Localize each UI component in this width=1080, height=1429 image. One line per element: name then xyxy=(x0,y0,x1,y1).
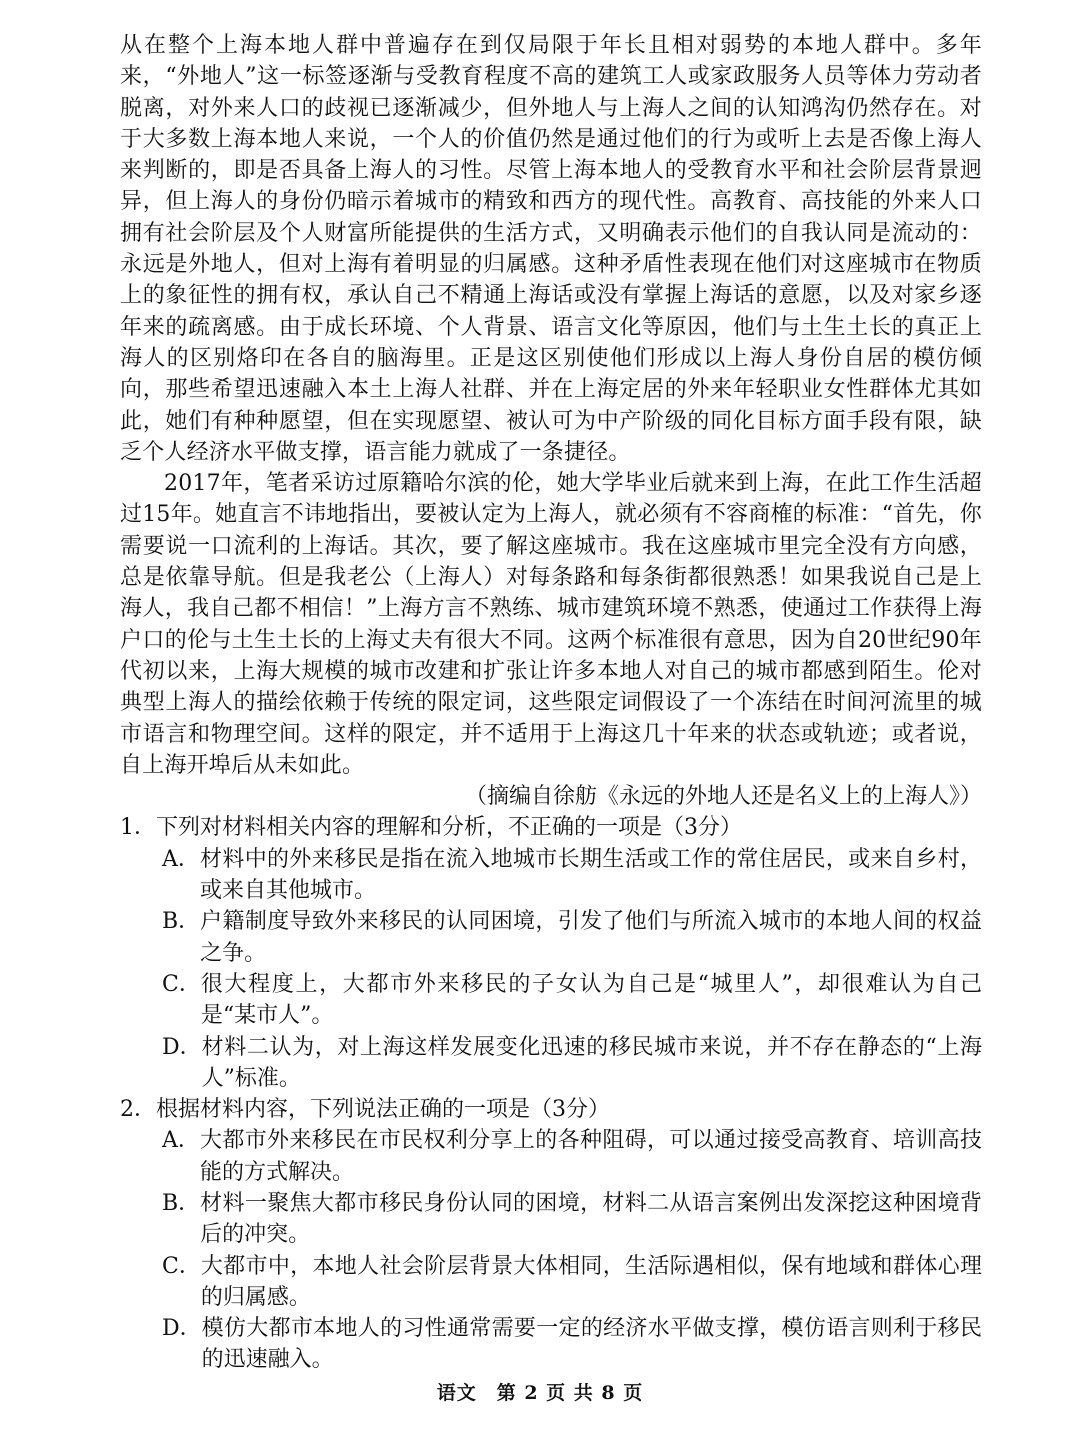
question-1 xyxy=(120,812,982,1094)
option-text: 材料二认为，对上海这样发展变化迅速的移民城市来说，并不存在静态的“上海人”标准。 xyxy=(201,1034,982,1091)
option-text: 大都市外来移民在市民权利分享上的各种阻碍，可以通过接受高教育、培训高技能的方式解决。 xyxy=(200,1128,982,1185)
option-letter: A． xyxy=(162,846,200,872)
question-2 xyxy=(120,1094,982,1376)
option-letter: B． xyxy=(162,909,201,935)
option-letter: D． xyxy=(162,1034,202,1060)
passage-source: （摘编自徐舫《永远的外地人还是名义上的上海人》） xyxy=(464,784,982,810)
question-2-options xyxy=(120,1125,982,1375)
question-2-stem xyxy=(120,1094,982,1125)
question-1-options xyxy=(120,844,982,1094)
question-2-option-d xyxy=(162,1313,982,1376)
question-1-option-b xyxy=(162,906,982,969)
option-text: 材料中的外来移民是指在流入地城市长期生活或工作的常住居民，或来自乡村，或来自其他城市。 xyxy=(200,846,982,904)
question-1-option-c xyxy=(162,969,982,1032)
option-text: 大都市中，本地人社会阶层背景大体相同，生活际遇相似，保有地域和群体心理的归属感。 xyxy=(200,1253,982,1310)
question-2-option-a xyxy=(162,1125,982,1188)
passage-paragraph-2: 2017年，笔者采访过原籍哈尔滨的伦，她大学毕业后就来到上海，在此工作生活超过15年。她直言不讳地指出，要被认定为上海人，就必须有不容商榷的标准：“首先，你需要说一口流利的上海话。其次，要了解这座城市。我在这座城市里完全没有方向感，总是依靠导航。但是我老公（上海人）对每条路和每条街都很熟悉！如果我说自己是上海人，我自己都不相信！”上海方言不熟练、城市建筑环境不熟悉，使通过工作获得上海户口的伦与土生土长的上海丈夫有很大不同。这两个标准很有意思，因为自20世纪90年代初以来，上海大规模的城市改建和扩张让许多本地人对自己的城市都感到陌生。伦对典型上海人的描绘依赖于传统的限定词，这些限定词假设了一个冻结在时间河流里的城市语言和物理空间。这样的限定，并不适用于上海这几十年来的状态或轨迹；或者说，自上海开埠后从未如此。 xyxy=(120,471,982,778)
option-text: 模仿大都市本地人的习性通常需要一定的经济水平做支撑，模仿语言则利于移民的迅速融入。 xyxy=(201,1316,982,1373)
option-text: 很大程度上，大都市外来移民的子女认为自己是“城里人”，却很难认为自己是“某市人”。 xyxy=(200,971,982,1029)
passage-paragraph-1: 从在整个上海本地人群中普遍存在到仅局限于年长且相对弱势的本地人群中。多年来，“外地人”这一标签逐渐与受教育程度不高的建筑工人或家政服务人员等体力劳动者脱离，对外来人口的歧视已逐渐减少，但外地人与上海人之间的认知鸿沟仍然存在。对于大多数上海本地人来说，一个人的价值仍然是通过他们的行为或听上去是否像上海人来判断的，即是否具备上海人的习性。尽管上海本地人的受教育水平和社会阶层背景迥异，但上海人的身份仍暗示着城市的精致和西方的现代性。高教育、高技能的外来人口拥有社会阶层及个人财富所能提供的生活方式，又明确表示他们的自我认同是流动的：永远是外地人，但对上海有着明显的归属感。这种矛盾性表现在他们对这座城市在物质上的象征性的拥有权，承认自己不精通上海话或没有掌握上海话的意愿，以及对家乡逐年来的疏离感。由于成长环境、个人背景、语言文化等原因，他们与土生土长的真正上海人的区别烙印在各自的脑海里。正是这区别使他们形成以上海人身份自居的模仿倾向，那些希望迅速融入本土上海人社群、并在上海定居的外来年轻职业女性群体尤其如此，她们有种种愿望，但在实现愿望、被认可为中产阶级的同化目标方面手段有限，缺乏个人经济水平做支撑，语言能力就成了一条捷径。 xyxy=(120,33,982,465)
question-1-option-d xyxy=(162,1032,982,1095)
exam-page xyxy=(120,30,982,1376)
question-1-number: 1． xyxy=(120,815,156,841)
option-letter: C． xyxy=(162,1253,201,1279)
question-1-text: 下列对材料相关内容的理解和分析，不正确的一项是（3分） xyxy=(156,815,742,841)
question-2-text: 根据材料内容，下列说法正确的一项是（3分） xyxy=(156,1097,610,1123)
question-1-option-a xyxy=(162,844,982,907)
option-letter: C． xyxy=(162,971,201,997)
option-letter: B． xyxy=(162,1190,201,1216)
option-text: 户籍制度导致外来移民的认同困境，引发了他们与所流入城市的本地人间的权益之争。 xyxy=(200,909,982,966)
question-2-option-c xyxy=(162,1251,982,1314)
option-letter: D． xyxy=(162,1316,202,1342)
question-1-stem xyxy=(120,812,982,843)
option-letter: A． xyxy=(162,1128,200,1154)
question-2-option-b xyxy=(162,1188,982,1251)
page-footer: 语文 第 2 页 共 8 页 xyxy=(436,1382,644,1404)
question-2-number: 2． xyxy=(120,1097,156,1123)
option-text: 材料一聚焦大都市移民身份认同的困境，材料二从语言案例出发深挖这种困境背后的冲突。 xyxy=(200,1190,982,1248)
